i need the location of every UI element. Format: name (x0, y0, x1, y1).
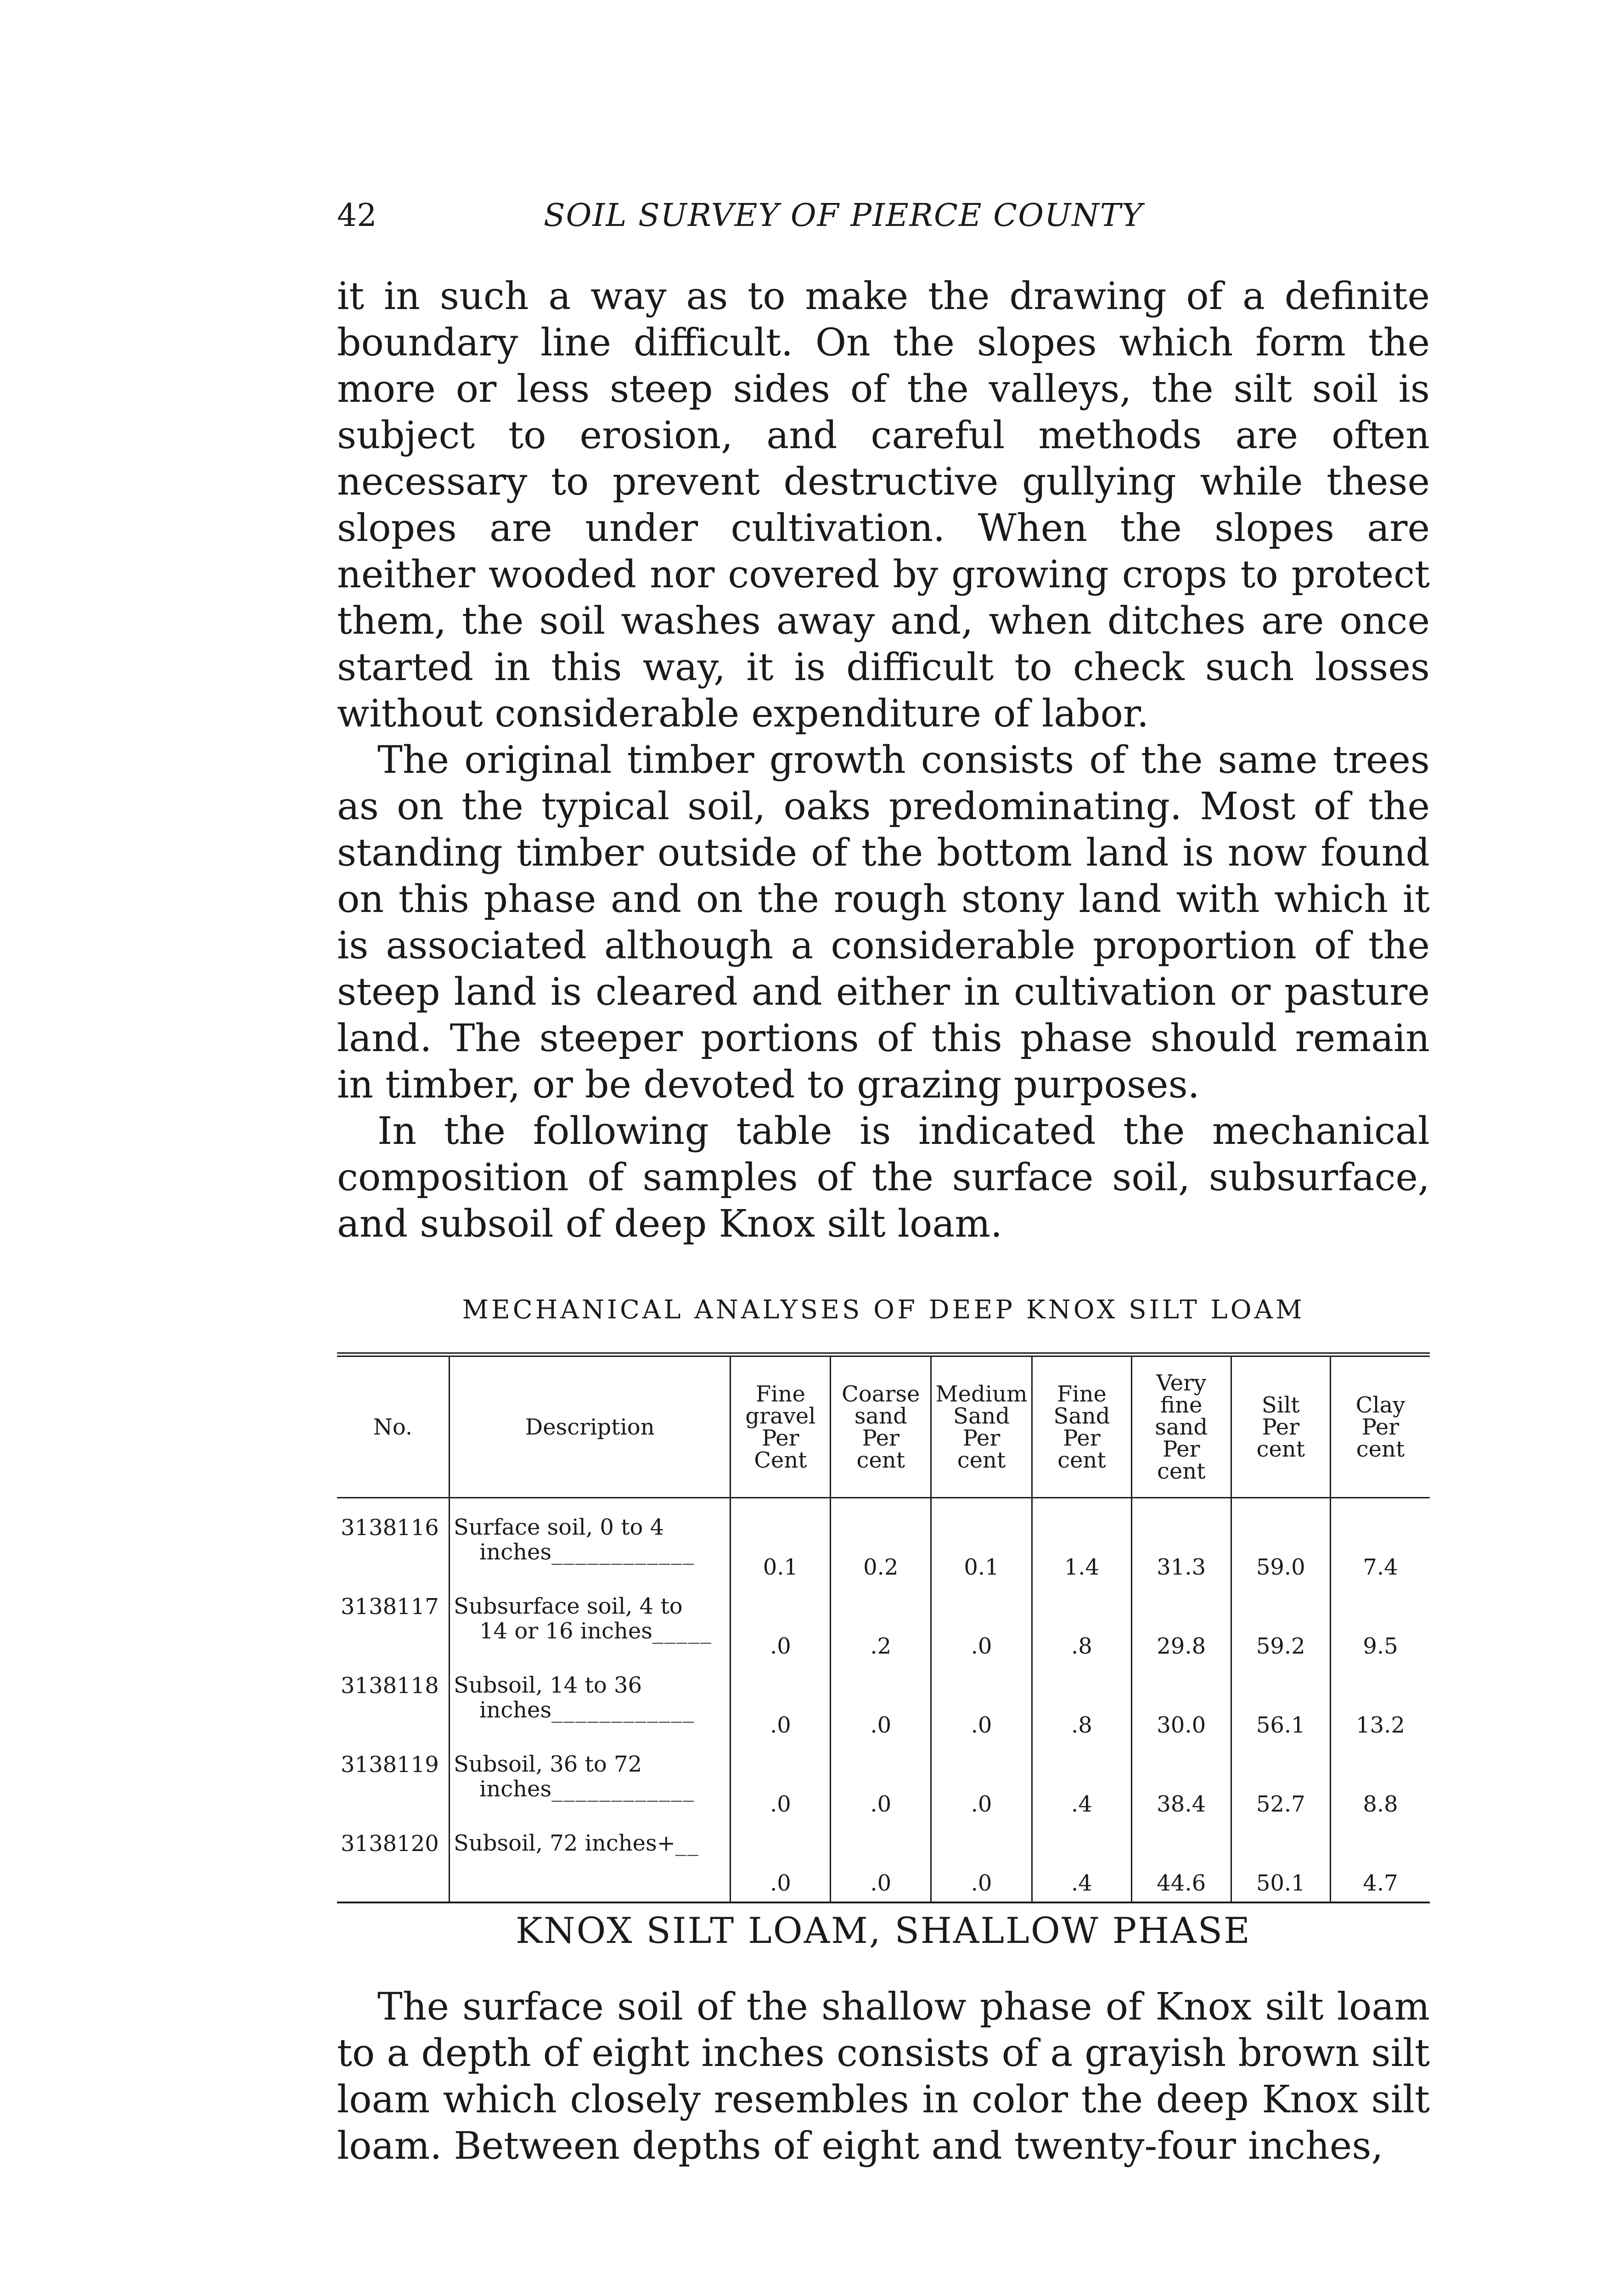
cell-medium-sand: .0 (931, 1586, 1032, 1665)
cell-fine-sand: .4 (1032, 1744, 1131, 1823)
cell-silt: 50.1 (1231, 1823, 1331, 1902)
header-description: Description (449, 1357, 730, 1498)
table-row (337, 1823, 1430, 1902)
running-title: SOIL SURVEY OF PIERCE COUNTY (544, 197, 1143, 234)
cell-description: Subsoil, 14 to 36 inches____________ (449, 1665, 730, 1744)
mechanical-analyses-table (337, 1352, 1430, 1903)
cell-silt: 52.7 (1231, 1744, 1331, 1823)
cell-clay: 9.5 (1331, 1586, 1430, 1665)
table-row (337, 1498, 1430, 1586)
header-no: No. (337, 1357, 449, 1498)
cell-fine-sand: .8 (1032, 1665, 1131, 1744)
cell-fine-gravel: .0 (731, 1586, 831, 1665)
cell-description: Subsoil, 72 inches+__ (449, 1823, 730, 1902)
cell-description: Subsoil, 36 to 72 inches____________ (449, 1744, 730, 1823)
body-text-top (337, 273, 1430, 1247)
header-medium-sand: Medium Sand Per cent (931, 1357, 1032, 1498)
cell-medium-sand: .0 (931, 1823, 1032, 1902)
cell-fine-sand: .4 (1032, 1823, 1131, 1902)
header-silt: Silt Per cent (1231, 1357, 1331, 1498)
cell-clay: 13.2 (1331, 1665, 1430, 1744)
cell-medium-sand: .0 (931, 1744, 1032, 1823)
cell-medium-sand: 0.1 (931, 1498, 1032, 1586)
cell-coarse-sand: .0 (831, 1744, 931, 1823)
paragraph: In the following table is indicated the mechanical composition of samples of the surface soil, subsurface, and subsoil of deep Knox silt loam. (337, 1109, 1430, 1246)
cell-silt: 59.2 (1231, 1586, 1331, 1665)
section-heading: KNOX SILT LOAM, SHALLOW PHASE (516, 1910, 1251, 1952)
table-row (337, 1586, 1430, 1665)
cell-coarse-sand: 0.2 (831, 1498, 931, 1586)
cell-clay: 8.8 (1331, 1744, 1430, 1823)
cell-clay: 7.4 (1331, 1498, 1430, 1586)
table-row (337, 1665, 1430, 1744)
cell-fine-gravel: 0.1 (731, 1498, 831, 1586)
cell-coarse-sand: .0 (831, 1665, 931, 1744)
cell-no: 3138117 (341, 1594, 439, 1620)
cell-fine-gravel: .0 (731, 1665, 831, 1744)
cell-very-fine-sand: 44.6 (1131, 1823, 1231, 1902)
cell-silt: 56.1 (1231, 1665, 1331, 1744)
cell-description: Surface soil, 0 to 4 inches____________ (449, 1498, 730, 1586)
page-header (337, 188, 1430, 243)
cell-very-fine-sand: 30.0 (1131, 1665, 1231, 1744)
cell-no: 3138119 (341, 1752, 439, 1778)
cell-medium-sand: .0 (931, 1665, 1032, 1744)
table-caption: MECHANICAL ANALYSES OF DEEP KNOX SILT LOAM (462, 1295, 1305, 1325)
cell-coarse-sand: .0 (831, 1823, 931, 1902)
header-fine-gravel: Fine gravel Per Cent (731, 1357, 831, 1498)
cell-no: 3138120 (341, 1831, 439, 1857)
table-row (337, 1744, 1430, 1823)
cell-very-fine-sand: 38.4 (1131, 1744, 1231, 1823)
paragraph: it in such a way as to make the drawing of a definite boundary line difficult. On the slopes which form the more or less steep sides of the valleys, the silt soil is subject to erosion, and careful methods are often necessary to prevent destructive gullying while these slopes are under cultivation. When the slopes are neither wooded nor covered by growing crops to protect them, the soil washes away and, when ditches are once started in this way, it is difficult to check such losses without considerable expenditure of labor. (337, 275, 1430, 736)
cell-coarse-sand: .2 (831, 1586, 931, 1665)
header-clay: Clay Per cent (1331, 1357, 1430, 1498)
header-coarse-sand: Coarse sand Per cent (831, 1357, 931, 1498)
cell-no: 3138116 (341, 1515, 439, 1541)
cell-very-fine-sand: 31.3 (1131, 1498, 1231, 1586)
data-table (337, 1357, 1430, 1902)
cell-description: Subsurface soil, 4 to 14 or 16 inches_____ (449, 1586, 730, 1665)
cell-no: 3138118 (341, 1673, 439, 1699)
header-fine-sand: Fine Sand Per cent (1032, 1357, 1131, 1498)
page-number: 42 (337, 197, 377, 234)
cell-fine-gravel: .0 (731, 1823, 831, 1902)
cell-fine-sand: 1.4 (1032, 1498, 1131, 1586)
cell-fine-gravel: .0 (731, 1744, 831, 1823)
cell-clay: 4.7 (1331, 1823, 1430, 1902)
cell-fine-sand: .8 (1032, 1586, 1131, 1665)
paragraph: The original timber growth consists of the same trees as on the typical soil, oaks predominating. Most of the standing timber outside of the bottom land is now found on this phase and on the rough stony land with which it is associated although a considerable proportion of the steep land is cleared and either in cultivation or pasture land. The steeper portions of this phase should remain in timber, or be devoted to grazing purposes. (337, 738, 1430, 1107)
table-header-row (337, 1357, 1430, 1498)
body-text-bottom (337, 1984, 1430, 2169)
header-very-fine-sand: Very fine sand Per cent (1131, 1357, 1231, 1498)
paragraph: The surface soil of the shallow phase of Knox silt loam to a depth of eight inches consists of a grayish brown silt loam which closely resembles in color the deep Knox silt loam. Between depths of eight and twenty-four inches, (337, 1985, 1430, 2168)
cell-silt: 59.0 (1231, 1498, 1331, 1586)
cell-very-fine-sand: 29.8 (1131, 1586, 1231, 1665)
